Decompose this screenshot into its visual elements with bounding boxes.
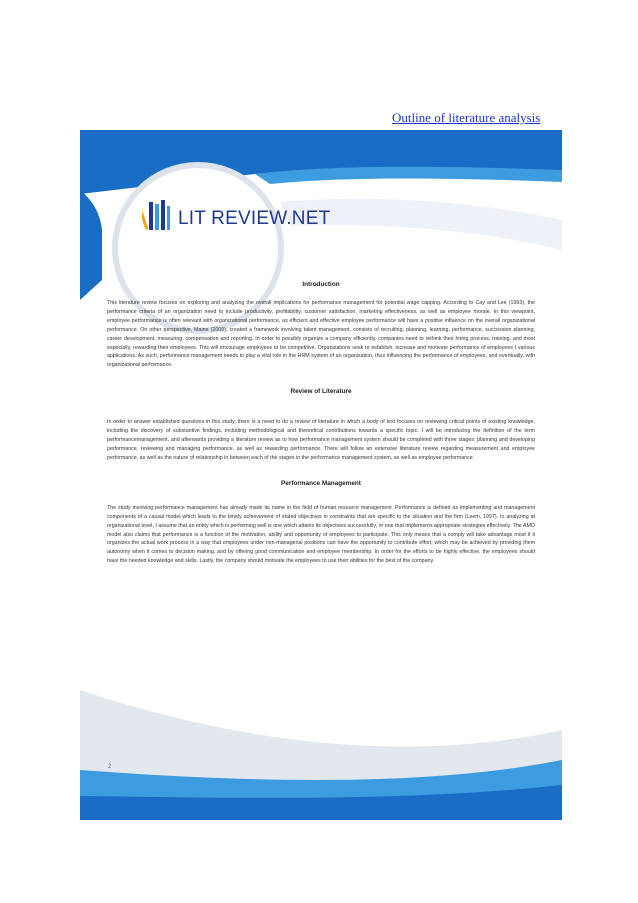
performance-management-heading: Performance Management: [281, 479, 361, 487]
performance-management-paragraph: The study involving performance management has already made its name in the field of human resource management. Performance is defined as implementing and management components of a causal model which leads to the timely achievement of stated objectives in constraints that are specific to the situation and the firm (Leem, 1997). In analyzing at organizational level, I assume that an entity which is performing well is one which attains its objectives successfully, or one that implements appropriate strategies effectively. The AMO model also claims that performance is a function of the motivation, ability and opportunity of employees to participate. This only means that a comply will take advantage most if it organizes the actual work process in a way that employees under non-managerial positions can have the opportunity to contribute effort, which may be achieved by providing them autonomy when it comes to decision making, and by offering good communication and employee membership. In order for the efforts to be highly effective, the employees should have the needed knowledge and skills. Lastly, the company should motivate the employees to use their abilities for the best of the company.: [107, 504, 535, 565]
review-of-literature-heading: Review of Literature: [290, 388, 352, 396]
review-of-literature-paragraph: In order to answer established questions in this study, there is a need to do a review of literature in which a body of text focuses on reviewing critical points of existing knowledge, including the discovery of substantive findings, including methodological and theoretical contributions towards a specific topic. I will be introducing the definition of the term performancemanagement, and afterwards providing a literature review as to how performance management system should be completed with three stages: planning and developing performance, reviewing and managing performance, as well as rewarding performance. There will follow an extensive literature review regarding measurement and employee performance, as well as the nature of relationship in between each of the stages in the performance management system, as well as employee performance.: [107, 419, 535, 461]
outline-link[interactable]: Outline of literature analysis: [392, 110, 541, 125]
document-content: [107, 280, 535, 566]
books-icon: [142, 198, 172, 230]
site-logo: [142, 196, 330, 230]
introduction-heading: Introduction: [302, 281, 340, 288]
introduction-paragraph: This literature review focuses on exploring and analyzing the overall implications for performance management for potential wage capping. According to Cay and Lee (1993), the performance criteria of an organization need to include productivity, profitability, customer satisfaction, marketing effectiveness, as well as employee morale. In this viewpoint, employee performance is often relevant with organizational performance, as efficient and effective employee performance will have a positive influence on the overall organizational performance. On other perspective, Maine (2009), created a framework involving talent management, consists of recruiting, planning, learning, performance, succession planning, career development, measuring, compensation and reporting. In order to possibly organize a company efficiently, companies need to rethink their hiring process, training, and most especially, rewarding their employees. This will encourage employees to be competitive. Organizations seek to establish, increase and motivate performance of employees I various applications. As such, performance management needs to play a vital role in the HRM system of an organization, thus influencing the performance of employees, and eventually, with organizational performance.: [107, 300, 535, 369]
logo-text: LIT REVIEW.NET: [178, 208, 331, 229]
document-page: [80, 130, 562, 820]
page-number: 2: [108, 764, 112, 770]
